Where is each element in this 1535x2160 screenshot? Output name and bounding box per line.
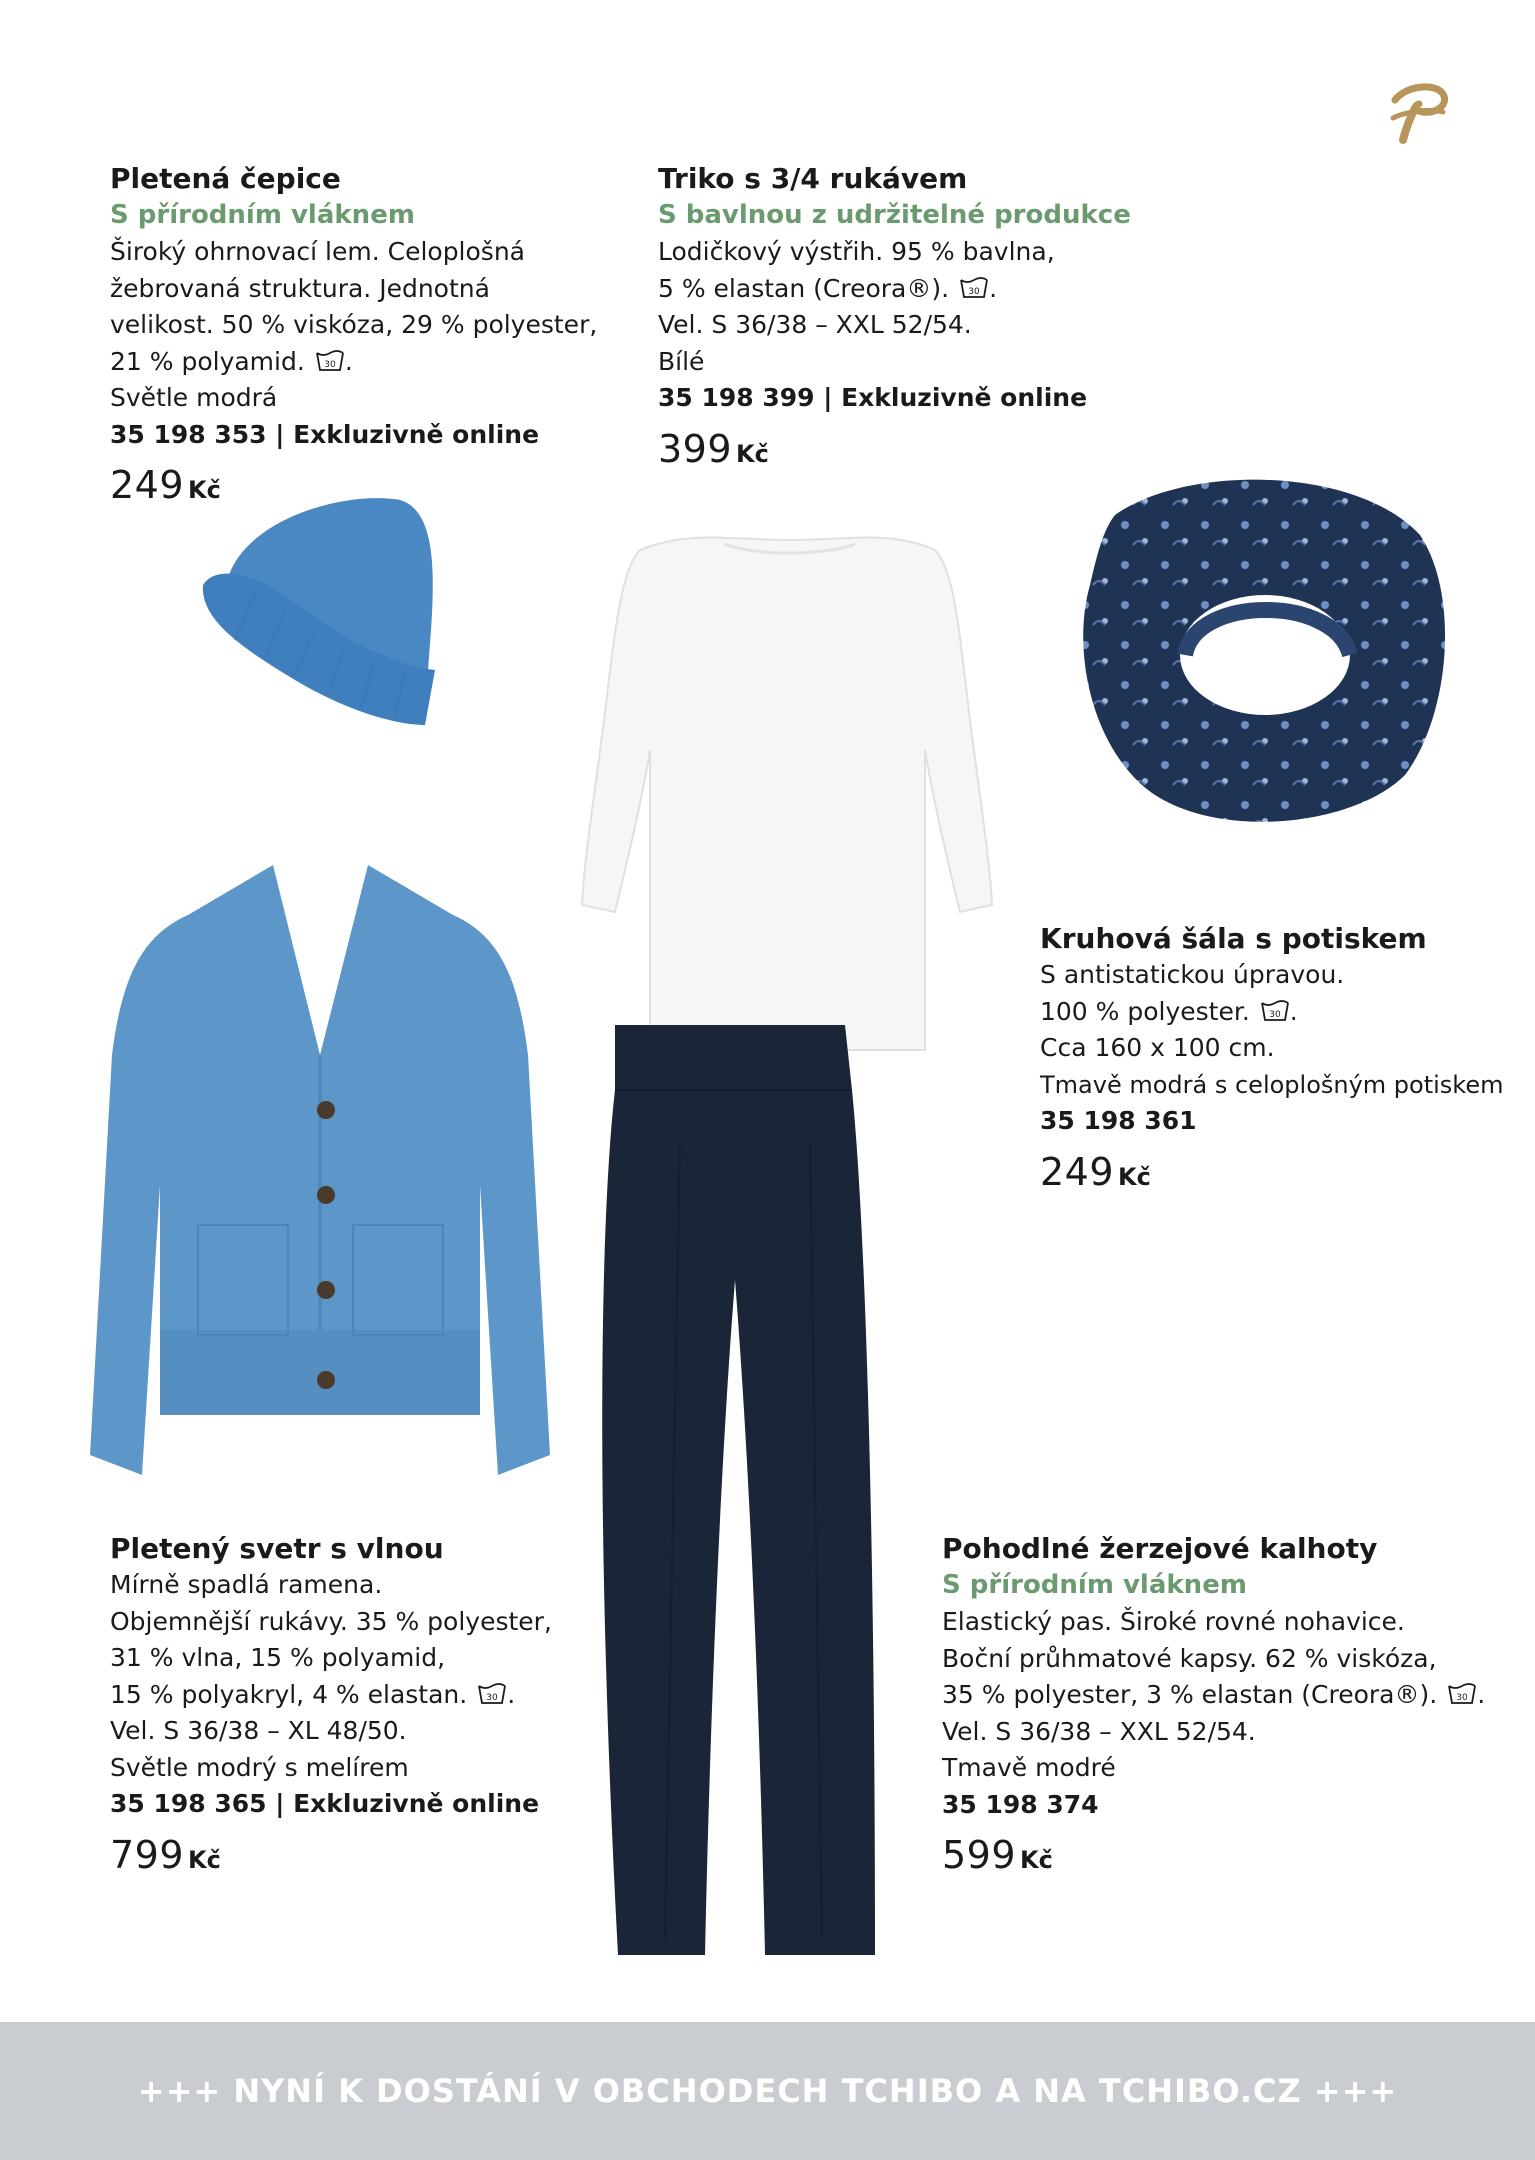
product-desc-line: Světle modrá xyxy=(110,383,278,412)
product-code: 35 198 374 xyxy=(942,1789,1099,1819)
wash-30-icon xyxy=(1260,999,1290,1023)
product-desc-line: Boční průhmatové kapsy. 62 % viskóza, xyxy=(942,1643,1437,1673)
product-desc-line: Bílé xyxy=(658,346,705,376)
product-desc-line: Vel. S 36/38 – XL 48/50. xyxy=(110,1716,407,1745)
product-price: 249 Kč xyxy=(110,463,221,507)
wash-30-icon xyxy=(477,1682,507,1706)
product-title: Pletený svetr s vlnou xyxy=(110,1532,444,1565)
wash-label: 30 xyxy=(1269,1009,1281,1020)
product-title: Kruhová šála s potiskem xyxy=(1040,922,1427,955)
wash-label: 30 xyxy=(968,286,980,297)
product-desc-line: 21 % polyamid. 30 . xyxy=(110,346,353,376)
product-desc-line: Lodičkový výstřih. 95 % bavlna, xyxy=(658,237,1055,266)
product-desc-line: Mírně spadlá ramena. xyxy=(110,1570,383,1599)
product-code: 35 198 353 | Exkluzivně online xyxy=(110,419,540,449)
product-tshirt xyxy=(658,160,1131,471)
product-title: Pletená čepice xyxy=(110,162,341,195)
wash-30-icon xyxy=(315,349,345,373)
product-subtitle: S přírodním vláknem xyxy=(110,200,415,230)
product-price: 249 Kč xyxy=(1040,1149,1151,1194)
wash-label: 30 xyxy=(324,359,336,370)
product-title: Triko s 3/4 rukávem xyxy=(658,162,968,195)
product-code: 35 198 399 | Exkluzivně online xyxy=(658,383,1088,412)
footer-text: +++ NYNÍ K DOSTÁNÍ V OBCHODECH TCHIBO A NA TCHIBO.CZ +++ xyxy=(137,2072,1398,2110)
product-title: Pohodlné žerzejové kalhoty xyxy=(942,1532,1378,1565)
product-desc-line: 5 % elastan (Creora®). 30 . xyxy=(658,273,998,303)
product-price: 399 Kč xyxy=(658,426,769,471)
cardigan-image xyxy=(88,855,553,1480)
wash-label: 30 xyxy=(486,1692,498,1703)
product-code: 35 198 361 xyxy=(1040,1106,1197,1135)
product-desc-line: Cca 160 x 100 cm. xyxy=(1040,1033,1275,1062)
product-desc-line: 100 % polyester. 30 . xyxy=(1040,996,1298,1026)
product-hat xyxy=(110,160,597,507)
scarf-image xyxy=(1075,475,1450,835)
product-subtitle: S bavlnou z udržitelné produkce xyxy=(658,200,1131,230)
wash-30-icon xyxy=(959,276,989,300)
wash-label: 30 xyxy=(1456,1693,1468,1703)
product-price: 599 Kč xyxy=(942,1833,1053,1877)
product-desc-line: 35 % polyester, 3 % elastan (Creora®). 30 . xyxy=(942,1680,1486,1709)
tchibo-logo-icon xyxy=(1385,78,1455,148)
product-scarf xyxy=(1040,920,1504,1194)
product-desc-line: Světle modrý s melírem xyxy=(110,1752,409,1782)
product-price: 799 Kč xyxy=(110,1832,221,1877)
product-desc-line: Tmavě modrá s celoplošným potiskem xyxy=(1040,1070,1504,1099)
product-desc-line: Objemnější rukávy. 35 % polyester, xyxy=(110,1606,552,1636)
product-desc-line: velikost. 50 % viskóza, 29 % polyester, xyxy=(110,310,598,339)
product-trousers xyxy=(942,1530,1485,1877)
product-desc-line: Vel. S 36/38 – XXL 52/54. xyxy=(658,310,972,339)
product-desc-line: Tmavě modré xyxy=(942,1753,1116,1782)
trousers-image xyxy=(590,1020,880,1960)
product-desc-line: Široký ohrnovací lem. Celoplošná xyxy=(110,237,525,266)
footer-banner xyxy=(0,2022,1535,2160)
product-cardigan xyxy=(110,1530,552,1877)
tshirt-image xyxy=(580,520,995,1060)
product-desc-line: Elastický pas. Široké rovné nohavice. xyxy=(942,1607,1405,1636)
hat-image xyxy=(195,480,445,730)
product-code: 35 198 365 | Exkluzivně online xyxy=(110,1789,540,1818)
wash-30-icon xyxy=(1447,1682,1477,1706)
product-subtitle: S přírodním vláknem xyxy=(942,1570,1247,1600)
product-desc-line: 31 % vlna, 15 % polyamid, xyxy=(110,1643,446,1672)
product-desc-line: 15 % polyakryl, 4 % elastan. 30 . xyxy=(110,1679,516,1709)
product-desc-line: Vel. S 36/38 – XXL 52/54. xyxy=(942,1716,1256,1746)
product-desc-line: žebrovaná struktura. Jednotná xyxy=(110,273,490,303)
product-desc-line: S antistatickou úpravou. xyxy=(1040,960,1345,989)
